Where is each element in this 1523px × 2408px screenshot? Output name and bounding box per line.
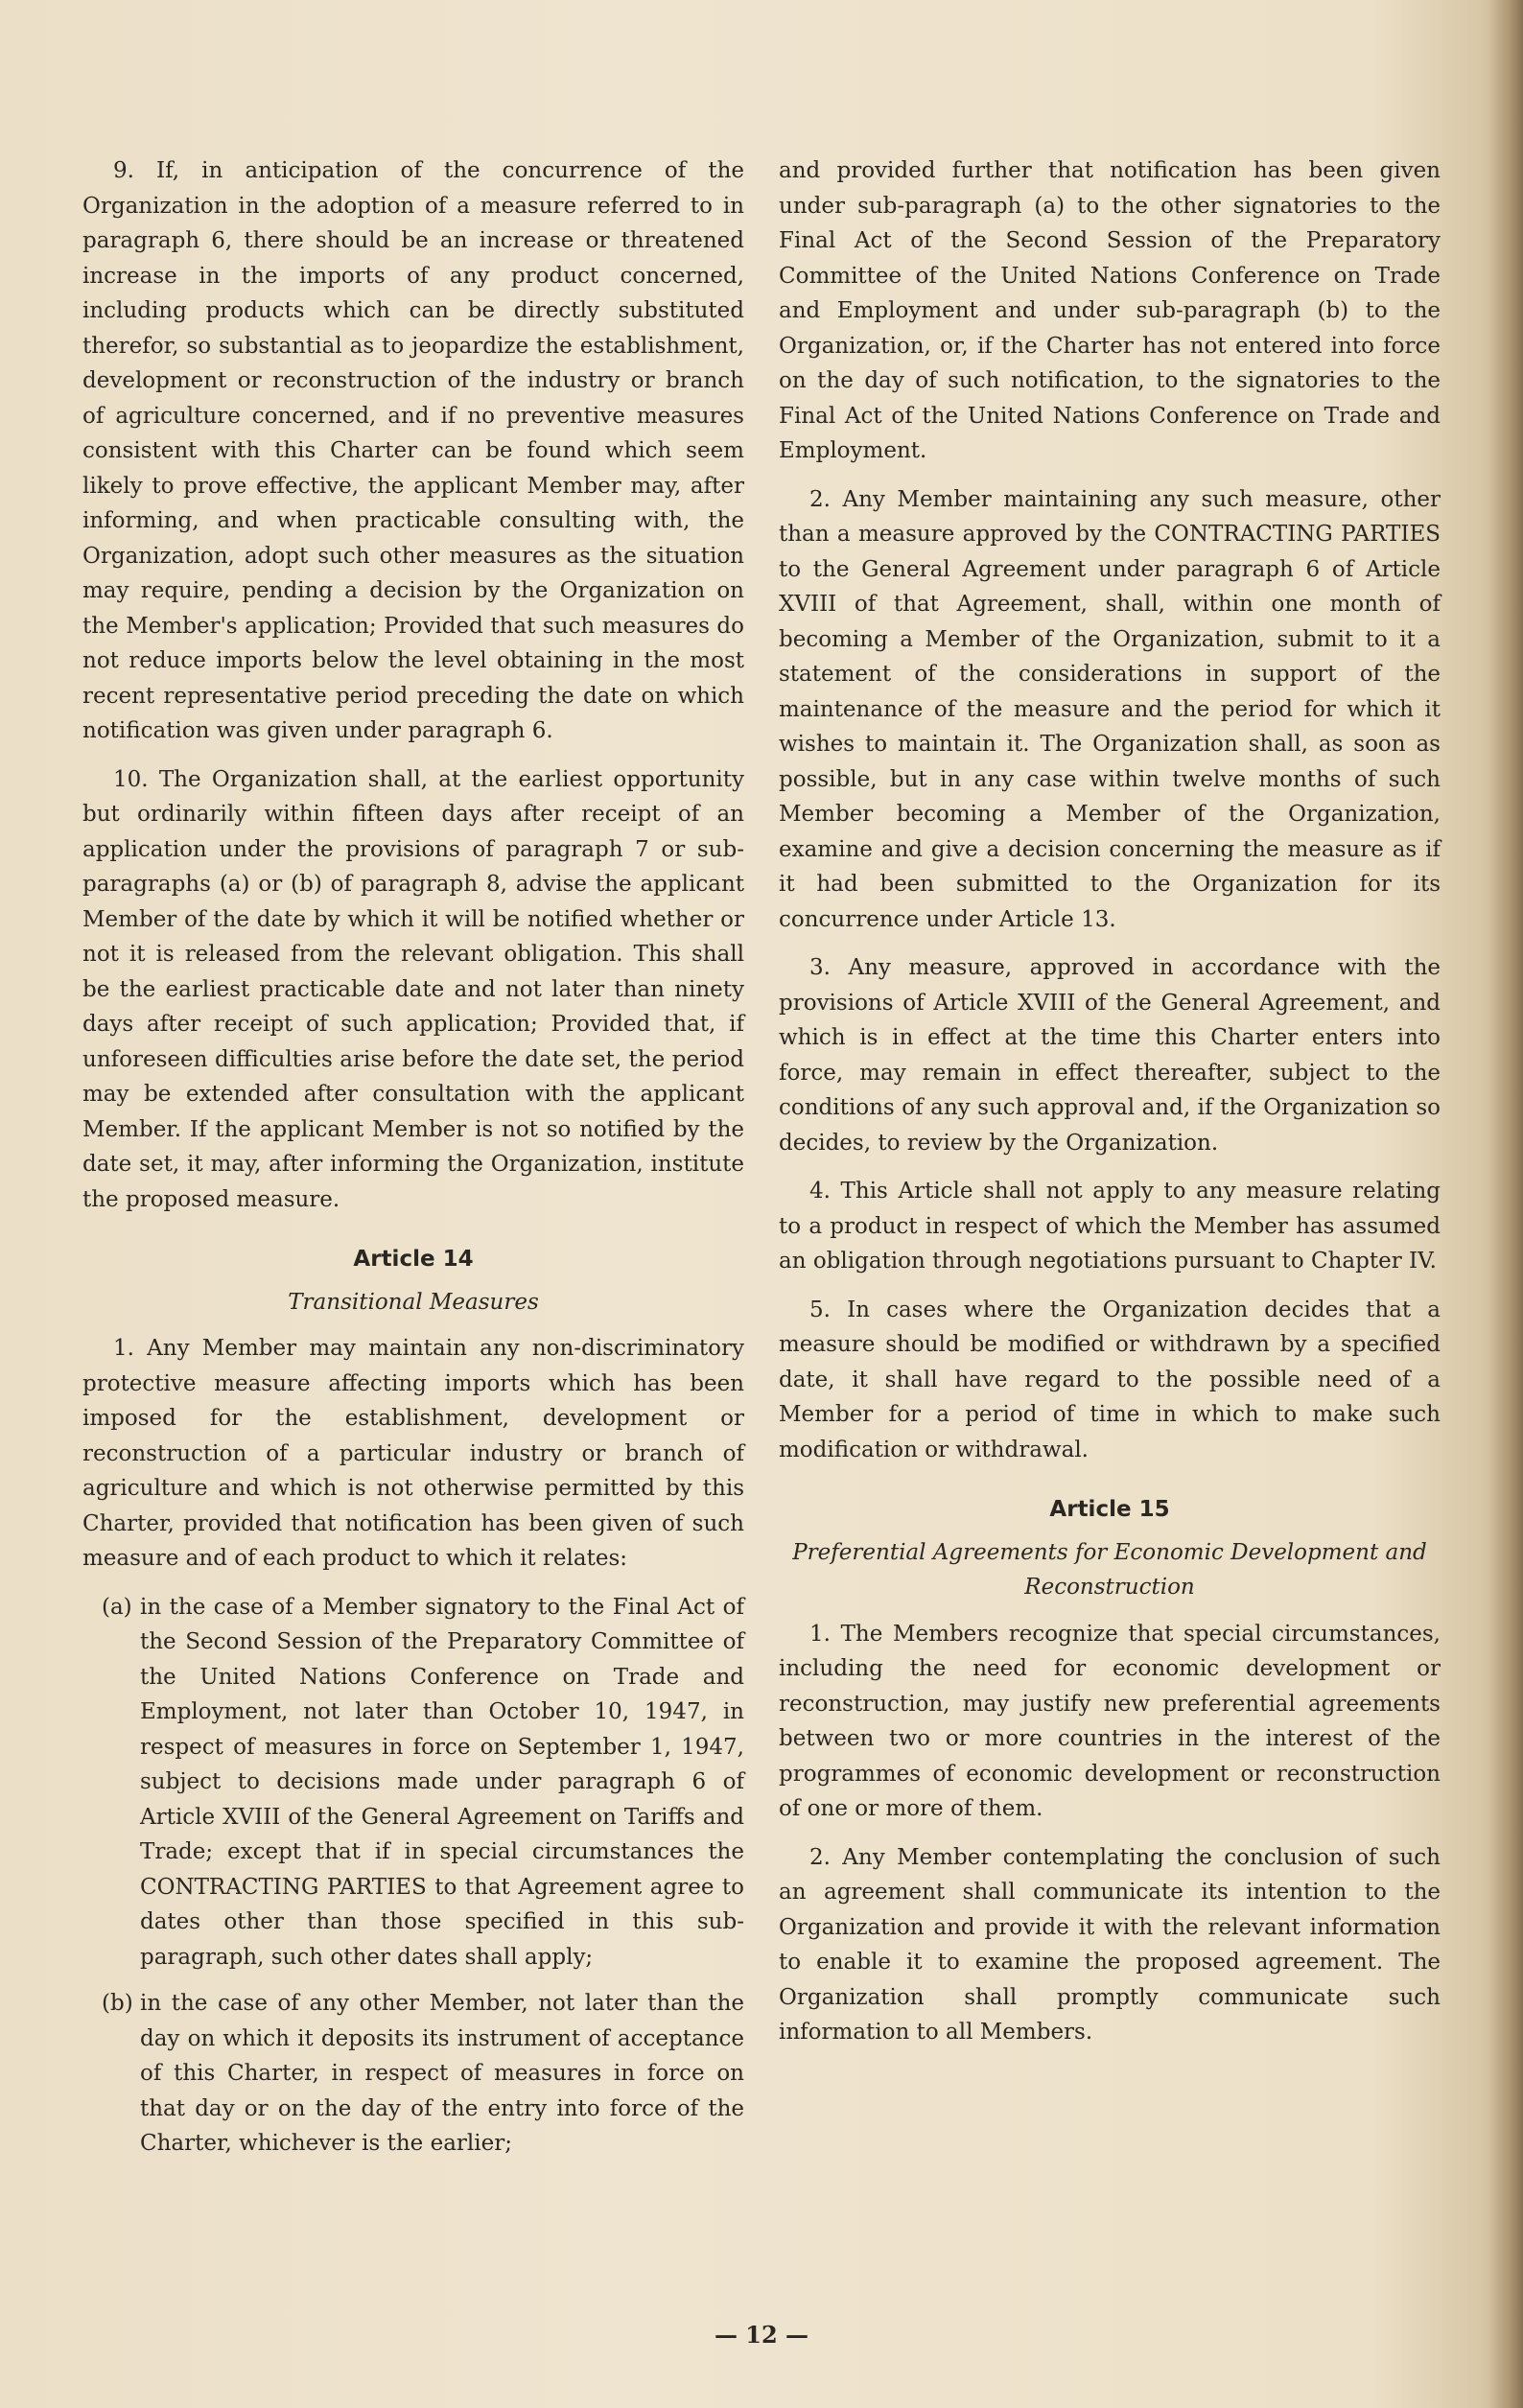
paragraph-10: 10. The Organization shall, at the earliest opportunity but ordinarily within fifteen days after receipt of an application under the provisions of paragraph 7 or sub-paragraphs (a) or (b) of paragraph 8, advise the applicant Member of the date by which it will be notified whether or not it is released from the relevant obligation. This shall be the earliest practicable date and not later than ninety days after receipt of such application; Provided that, if unforeseen difficulties arise before the date set, the period may be extended after consultation with the applicant Member. If the applicant Member is not so notified by the date set, it may, after informing the Organization, institute the proposed measure. (82, 766, 744, 1212)
sub-paragraph-b-text: in the case of any other Member, not later than the day on which it deposits its instrument of acceptance of this Charter, in respect of measures in force on that day or on the day of the entry into force of the Charter, whichever is the earlier; (140, 1991, 744, 2156)
article-14-paragraph-1: 1. Any Member may maintain any non-discriminatory protective measure affecting imports which has been imposed for the establishment, development or reconstruction of a particular industry or branch of agriculture and which is not otherwise permitted by this Charter, provided that notification has been given of such measure and of each product to which it relates: (82, 1336, 744, 1571)
article-14-paragraph-2: 2. Any Member maintaining any such measure, other than a measure approved by the CONTRACTING PARTIES to the General Agreement under paragraph 6 of Article XVIII of that Agreement, shall, within one month of becoming a Member of the Organization, submit to it a statement of the considerations in support of the maintenance of the measure and the period for which it wishes to maintain it. The Organization shall, as soon as possible, but in any case within twelve months of such Member becoming a Member of the Organization, examine and give a decision concerning the measure as if it had been submitted to the Organization for its concurrence under Article 13. (779, 486, 1441, 932)
sub-paragraph-a (82, 1590, 744, 1975)
sub-paragraph-b-label: (b) (102, 1991, 133, 2016)
paragraph-9: 9. If, in anticipation of the concurrence of the Organization in the adoption of a measure referred to in paragraph 6, there should be an increase or threatened increase in the imports of any product concerned, including products which can be directly substituted therefor, so substantial as to jeopardize the establishment, development or reconstruction of the industry or branch of agriculture concerned, and if no preventive measures consistent with this Charter can be found which seem likely to prove effective, the applicant Member may, after informing, and when practicable consulting with, the Organization, adopt such other measures as the situation may require, pending a decision by the Organization on the Member's application; Provided that such measures do not reduce imports below the level obtaining in the most recent representative period preceding the date on which notification was given under paragraph 6. (82, 158, 744, 743)
book-spine-shadow (1488, 0, 1523, 2408)
continuation-paragraph: and provided further that notification has been given under sub-paragraph (a) to the other signatories to the Final Act of the Second Session of the Preparatory Committee of the United Nations Conference on Trade and Employment and under sub-paragraph (b) to the Organization, or, if the Charter has not entered into force on the day of such notification, to the signatories to the Final Act of the United Nations Conference on Trade and Employment. (779, 158, 1441, 463)
article-14-heading: Article 14 (353, 1247, 474, 1272)
right-column (779, 153, 1441, 2064)
article-14-paragraph-3: 3. Any measure, approved in accordance with the provisions of Article XVIII of the General Agreement, and which is in effect at the time this Charter enters into force, may remain in effect thereafter, subject to the conditions of any such approval and, if the Organization so decides, to review by the Organization. (779, 955, 1441, 1156)
article-15-title: Preferential Agreements for Economic Development and Reconstruction (792, 1539, 1427, 1600)
sub-paragraph-a-text: in the case of a Member signatory to the Final Act of the Second Session of the Preparatory Committee of the United Nations Conference on Trade and Employment, not later than October 10, 1947, in respect of measures in force on September 1, 1947, subject to decisions made under paragraph 6 of Article XVIII of the General Agreement on Tariffs and Trade; except that if in special circumstances the CONTRACTING PARTIES to that Agreement agree to dates other than those specified in this sub-paragraph, such other dates shall apply; (140, 1594, 744, 1970)
article-14-paragraph-4: 4. This Article shall not apply to any measure relating to a product in respect of which the Member has assumed an obligation through negotiations pursuant to Chapter IV. (779, 1179, 1441, 1274)
article-15-paragraph-1: 1. The Members recognize that special circumstances, including the need for economic development or reconstruction, may justify new preferential agreements between two or more countries in the interest of the programmes of economic development or reconstruction of one or more of them. (779, 1621, 1441, 1821)
sub-paragraph-b (82, 1986, 744, 2162)
article-15-paragraph-2: 2. Any Member contemplating the conclusion of such an agreement shall communicate its intention to the Organization and provide it with the relevant information to enable it to examine the proposed agreement. The Organization shall promptly communicate such information to all Members. (779, 1844, 1441, 2045)
article-15-heading: Article 15 (1049, 1497, 1170, 1522)
article-14-paragraph-5: 5. In cases where the Organization decides that a measure should be modified or withdrawn by a specified date, it shall have regard to the possible need of a Member for a period of time in which to make such modification or withdrawal. (779, 1297, 1441, 1462)
page-number: — 12 — (714, 2321, 809, 2349)
left-column (82, 153, 744, 2173)
article-14-title: Transitional Measures (288, 1289, 539, 1315)
sub-paragraph-a-label: (a) (102, 1594, 132, 1620)
